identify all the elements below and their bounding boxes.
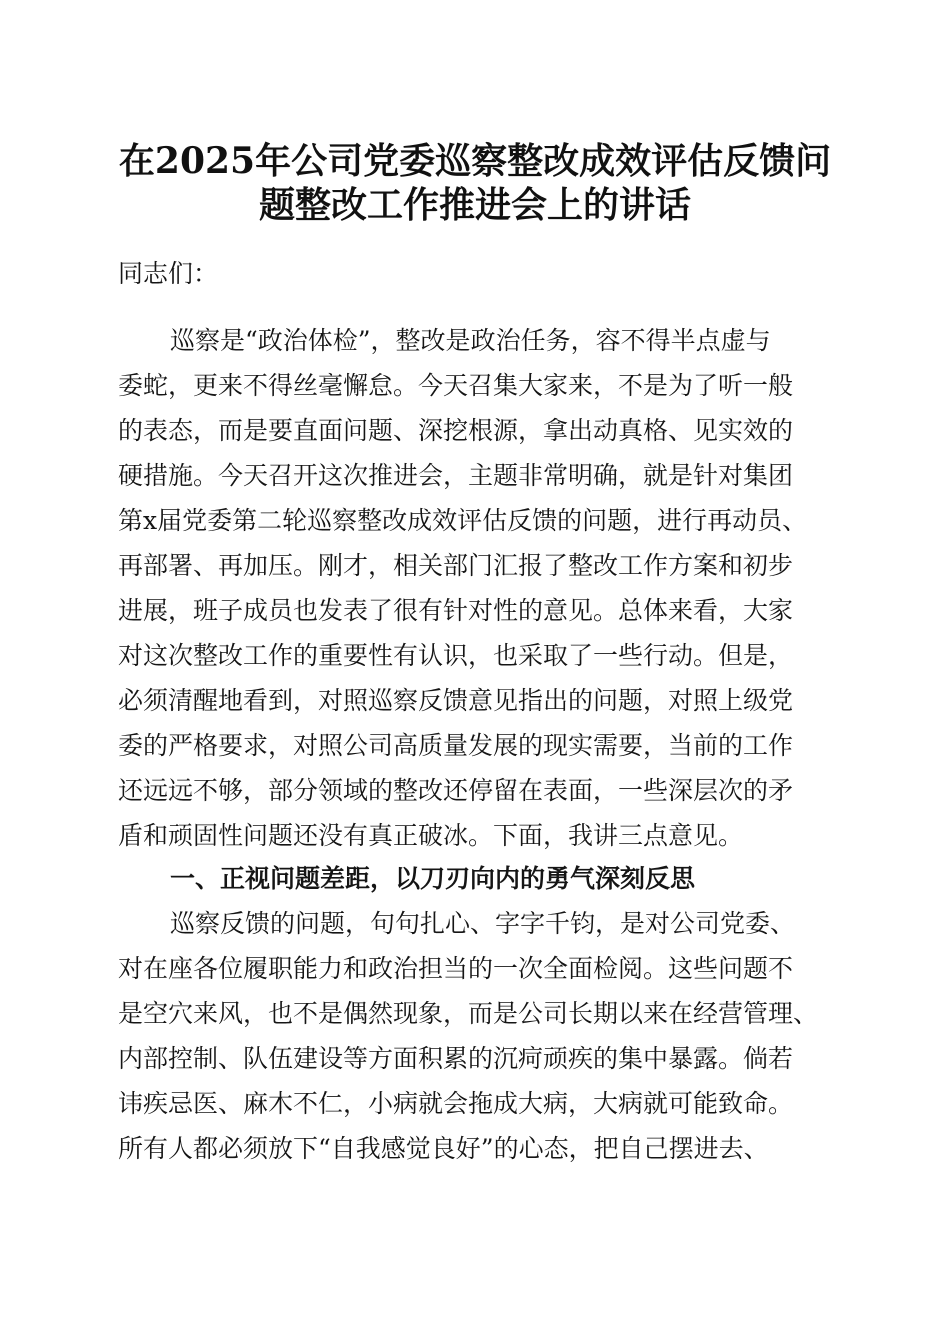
paragraph-line: 委蛇，更来不得丝毫懈怠。今天召集大家来，不是为了听一般 xyxy=(118,371,794,400)
paragraph-line: 盾和顽固性问题还没有真正破冰。下面，我讲三点意见。 xyxy=(118,821,744,850)
paragraph-line: 对在座各位履职能力和政治担当的一次全面检阅。这些问题不 xyxy=(118,954,794,983)
paragraph-line: 巡察是“政治体检”，整改是政治任务，容不得半点虚与 xyxy=(170,326,771,355)
paragraph-line: 的表态，而是要直面问题、深挖根源，拿出动真格、见实效的 xyxy=(118,416,794,445)
paragraph-line: 内部控制、队伍建设等方面积累的沉疴顽疾的集中暴露。倘若 xyxy=(118,1044,794,1073)
paragraph-line: 必须清醒地看到，对照巡察反馈意见指出的问题，对照上级党 xyxy=(118,686,794,715)
paragraph-line: 巡察反馈的问题，句句扎心、字字千钧，是对公司党委、 xyxy=(170,909,796,938)
section-heading: 一、正视问题差距，以刀刃向内的勇气深刻反思 xyxy=(170,864,696,893)
document-title-line-1: 在2025年公司党委巡察整改成效评估反馈问 xyxy=(118,140,832,182)
paragraph-line: 硬措施。今天召开这次推进会，主题非常明确，就是针对集团 xyxy=(118,461,794,490)
paragraph-line: 是空穴来风，也不是偶然现象，而是公司长期以来在经营管理、 xyxy=(118,999,819,1028)
paragraph-line: 进展，班子成员也发表了很有针对性的意见。总体来看，大家 xyxy=(118,596,794,625)
paragraph-line: 还远远不够，部分领域的整改还停留在表面，一些深层次的矛 xyxy=(118,776,794,805)
paragraph-line: 再部署、再加压。刚才，相关部门汇报了整改工作方案和初步 xyxy=(118,551,794,580)
paragraph-line: 第x届党委第二轮巡察整改成效评估反馈的问题，进行再动员、 xyxy=(118,506,808,535)
document-title-line-2: 题整改工作推进会上的讲话 xyxy=(258,184,691,226)
paragraph-line: 委的严格要求，对照公司高质量发展的现实需要，当前的工作 xyxy=(118,731,794,760)
paragraph-line: 讳疾忌医、麻木不仁，小病就会拖成大病，大病就可能致命。 xyxy=(118,1089,794,1118)
paragraph-line: 对这次整改工作的重要性有认识，也采取了一些行动。但是， xyxy=(118,641,794,670)
greeting: 同志们： xyxy=(118,259,219,288)
paragraph-line: 所有人都必须放下“自我感觉良好”的心态，把自己摆进去、 xyxy=(118,1134,769,1163)
